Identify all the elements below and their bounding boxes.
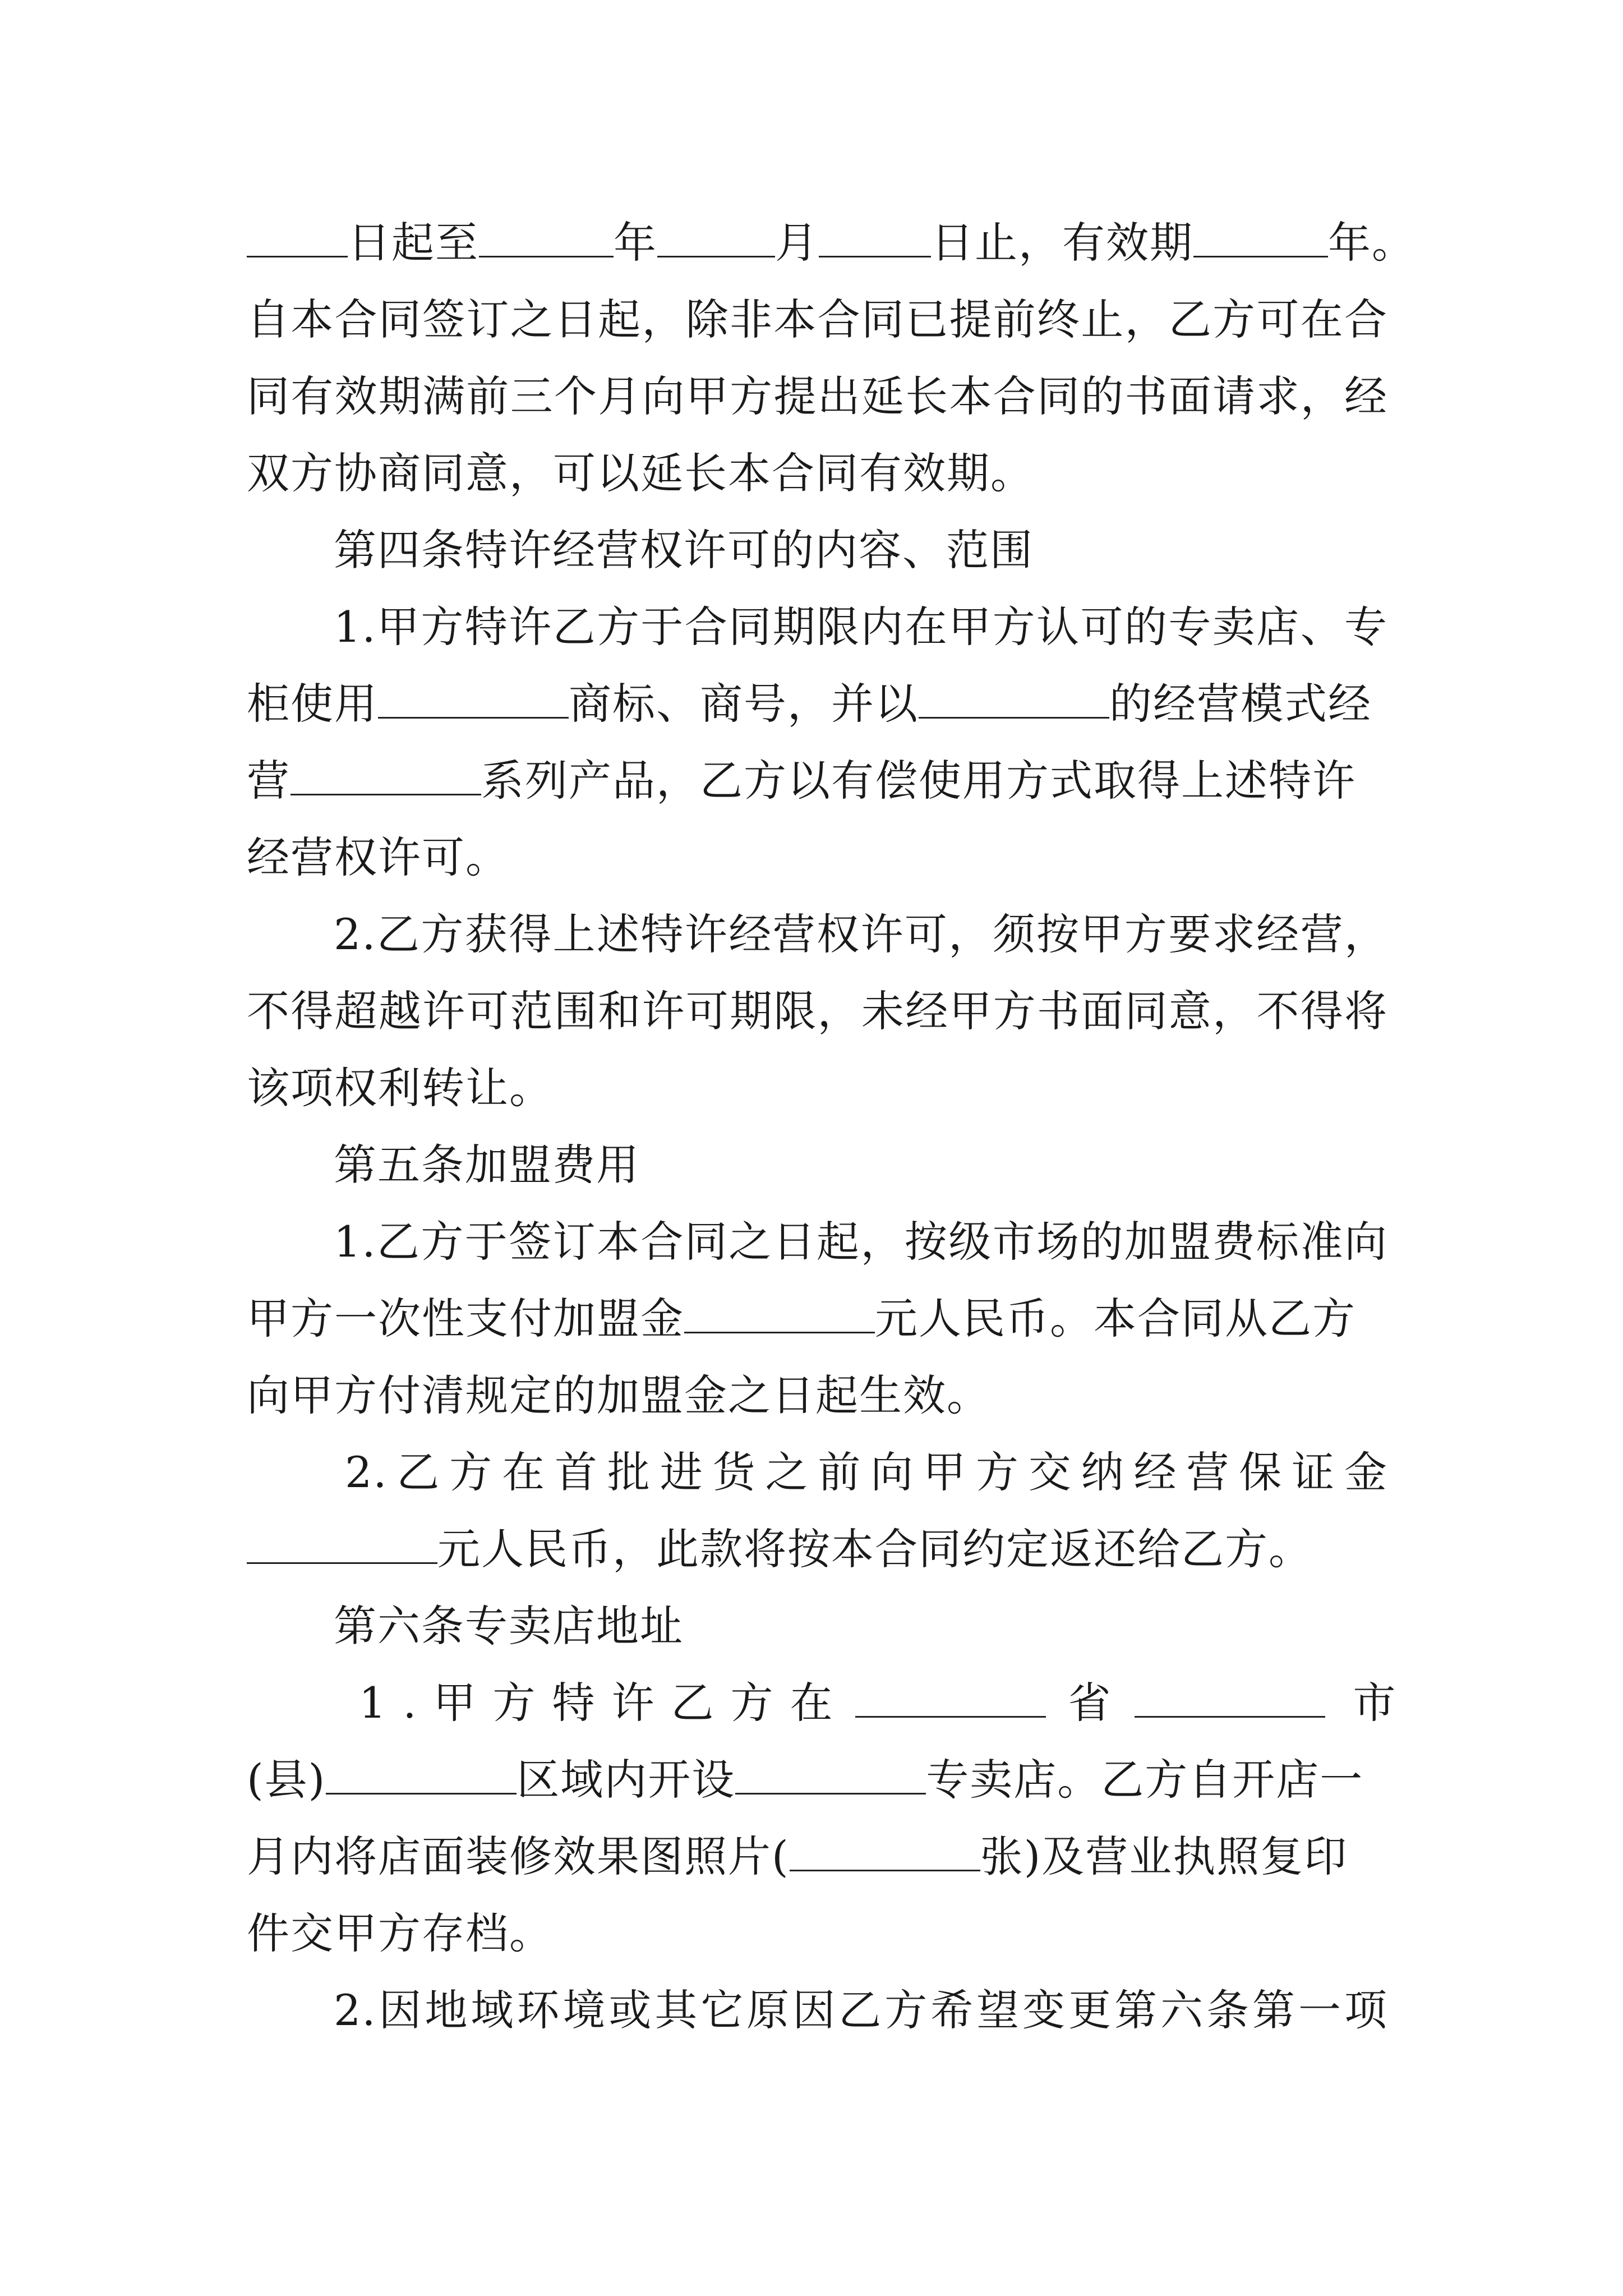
blank-field <box>657 220 775 257</box>
blank-field <box>326 1757 517 1795</box>
text-run: 自本合同签订之日起，除非本合同已提前终止，乙方可在合 <box>247 295 1388 344</box>
text-run: 1.甲方特许乙方于合同期限内在甲方认可的专卖店、专 <box>334 602 1388 652</box>
text-line <box>359 1664 1397 1742</box>
blank-field <box>790 1834 980 1871</box>
text-run: 第四条特许经营权许可的内容、范围 <box>334 525 1034 575</box>
text-run: 元人民币。本合同从乙方 <box>875 1294 1356 1343</box>
blank-field <box>1135 1680 1325 1718</box>
blank-field <box>1193 220 1328 257</box>
text-run: 月内将店面装修效果图照片( <box>247 1832 790 1881</box>
text-line <box>247 1280 1388 1358</box>
text-line <box>247 434 1388 513</box>
text-line <box>334 895 1388 974</box>
text-run: 月 <box>775 218 819 268</box>
text-run: 柜使用 <box>247 679 378 729</box>
text-line <box>247 280 1388 359</box>
blank-field <box>855 1680 1046 1718</box>
text-line <box>247 1741 1388 1819</box>
section-heading <box>334 511 1388 590</box>
text-run: (县) <box>247 1755 326 1805</box>
text-run: 日止，有效期 <box>931 218 1193 268</box>
text-run: 商标、商号，并以 <box>569 679 919 729</box>
text-run: 营 <box>247 756 291 806</box>
text-run: 2.乙方获得上述特许经营权许可，须按甲方要求经营， <box>334 909 1388 959</box>
text-run: 省 <box>1068 1678 1112 1728</box>
text-line <box>334 1203 1388 1281</box>
text-run: 的经营模式经 <box>1109 679 1372 729</box>
text-run: 甲方一次性支付加盟金 <box>247 1294 684 1343</box>
text-run: 第六条专卖店地址 <box>334 1601 684 1651</box>
text-run: 元人民币，此款将按本合同约定返还给乙方。 <box>437 1524 1312 1574</box>
text-run: 日起至 <box>348 218 479 268</box>
blank-field <box>291 758 481 795</box>
text-line <box>247 1356 1388 1435</box>
text-run: 第五条加盟费用 <box>334 1140 640 1190</box>
text-line <box>247 357 1388 436</box>
text-run: 双方协商同意，可以延长本合同有效期。 <box>247 448 1034 498</box>
blank-field <box>819 220 931 257</box>
text-line <box>247 665 1388 743</box>
section-heading <box>334 1587 1388 1665</box>
text-run: 件交甲方存档。 <box>247 1908 553 1958</box>
text-run: 2.乙方在首批进货之前向甲方交纳经营保证金 <box>345 1447 1388 1497</box>
text-run: 市 <box>1353 1678 1397 1728</box>
blank-field <box>378 681 569 719</box>
blank-field <box>247 220 348 257</box>
text-run: 1.甲方特许乙方在 <box>359 1678 850 1728</box>
text-run: 系列产品，乙方以有偿使用方式取得上述特许 <box>481 756 1356 806</box>
text-run: 年。 <box>1328 218 1415 268</box>
text-run: 专卖店。乙方自开店一 <box>926 1755 1364 1805</box>
text-line <box>247 1894 1388 1973</box>
text-line <box>247 818 1388 897</box>
text-line <box>247 1049 1388 1128</box>
text-run: 1.乙方于签订本合同之日起，按级市场的加盟费标准向 <box>334 1217 1388 1267</box>
text-run: 同有效期满前三个月向甲方提出延长本合同的书面请求，经 <box>247 371 1388 421</box>
text-run: 年 <box>614 218 657 268</box>
text-line <box>247 1510 1388 1589</box>
text-line <box>247 204 1415 282</box>
text-run: 该项权利转让。 <box>247 1063 553 1113</box>
text-line <box>247 742 1388 820</box>
blank-field <box>735 1757 926 1795</box>
section-heading <box>334 1126 1388 1204</box>
text-run: 张)及营业执照复印 <box>980 1832 1348 1881</box>
text-line <box>345 1433 1388 1512</box>
text-line <box>247 972 1388 1051</box>
blank-field <box>919 681 1109 719</box>
text-line <box>247 1818 1388 1896</box>
blank-field <box>247 1526 437 1564</box>
text-run: 2.因地域环境或其它原因乙方希望变更第六条第一项 <box>334 1985 1388 2035</box>
text-run: 区域内开设 <box>517 1755 736 1805</box>
blank-field <box>479 220 614 257</box>
text-line <box>334 1971 1388 2050</box>
text-run: 不得超越许可范围和许可期限，未经甲方书面同意，不得将 <box>247 986 1388 1036</box>
text-run: 经营权许可。 <box>247 832 509 882</box>
text-line <box>334 588 1388 666</box>
text-run: 向甲方付清规定的加盟金之日起生效。 <box>247 1370 990 1420</box>
blank-field <box>684 1296 875 1333</box>
